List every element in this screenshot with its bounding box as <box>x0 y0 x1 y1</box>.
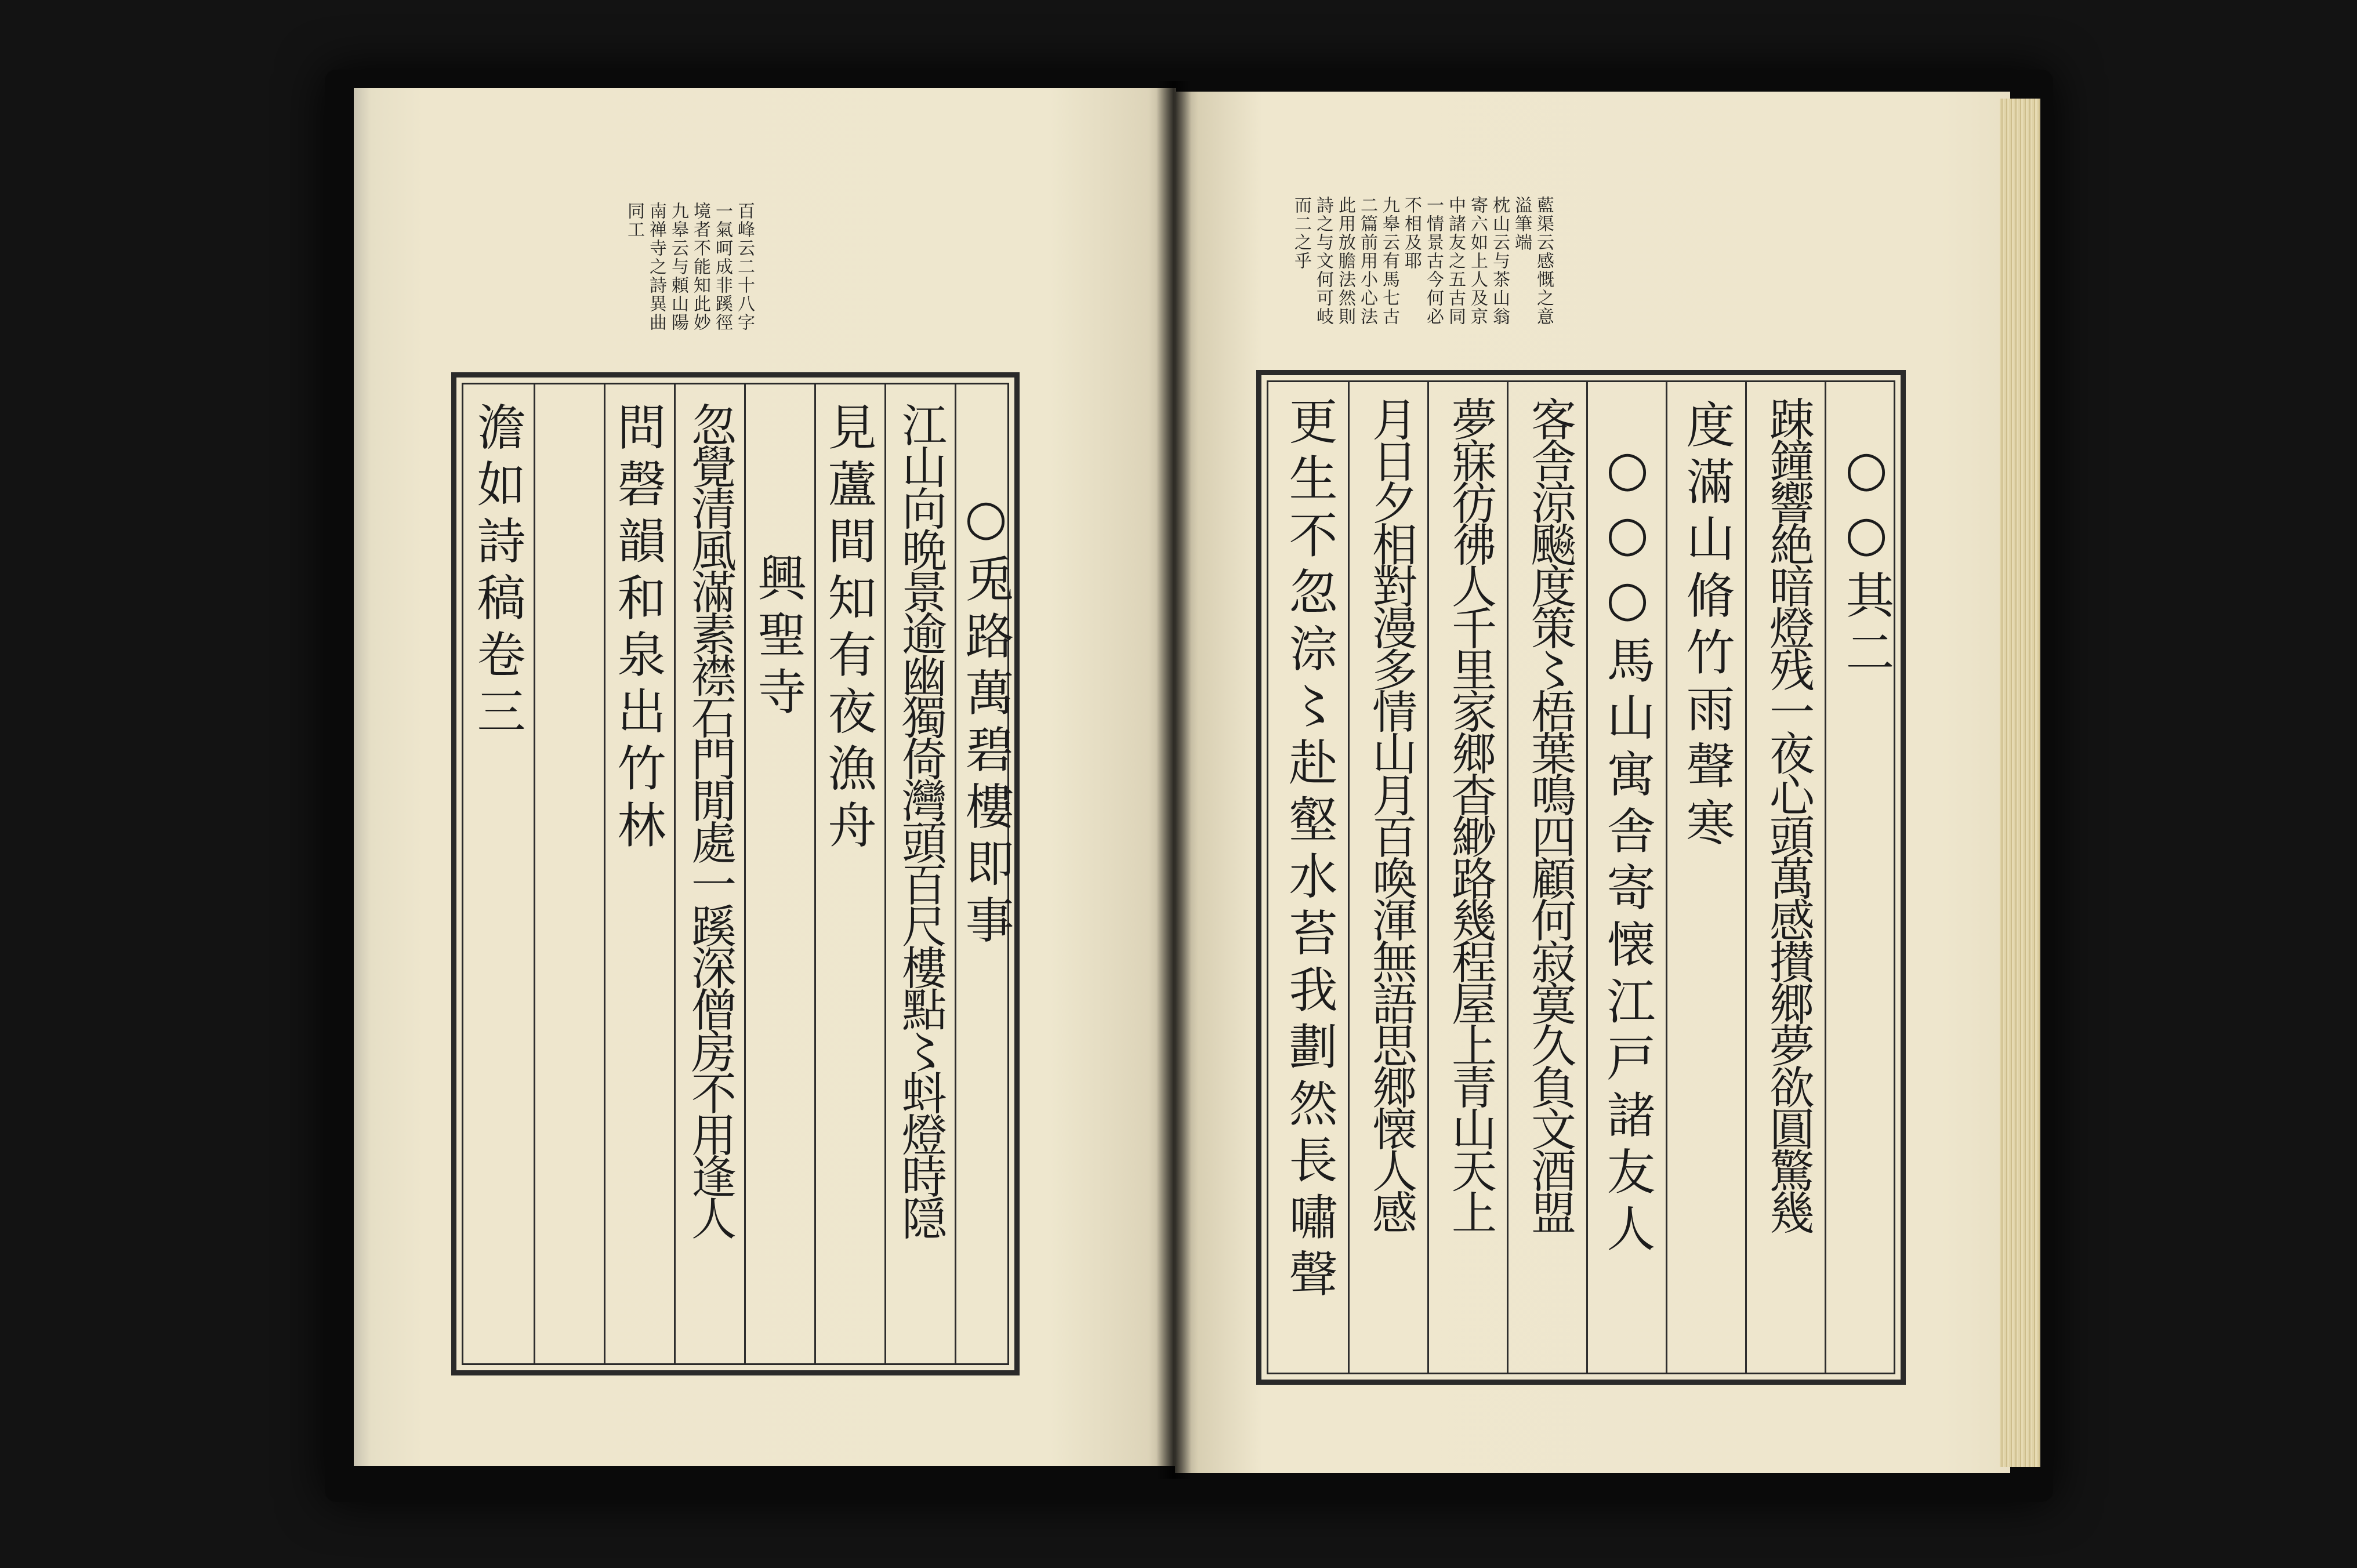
right-col-2: 踈鐘響絶暗燈残一夜心頭萬感攅郷夢欲圓驚幾 <box>1762 396 1814 1231</box>
right-note-8: 九皋云有馬七古 <box>1379 196 1399 326</box>
left-col-3: 見蘆間知有夜漁舟 <box>820 402 877 856</box>
book-gutter <box>1156 81 1191 1479</box>
right-note-5: 中諸友之五古同 <box>1445 196 1466 326</box>
right-col-4: ○○○馬山寓舎寄懐江戸諸友人 <box>1599 440 1656 1260</box>
left-inner-border <box>462 383 1014 1365</box>
left-page <box>354 88 1176 1466</box>
left-col-1: ○兎路萬碧樓即事 <box>958 489 1014 952</box>
right-note-6: 一情景古今何必 <box>1423 196 1444 326</box>
left-note-3: 境者不能知此妙 <box>690 202 710 332</box>
left-col-title: 澹如詩稿卷三 <box>469 402 526 743</box>
left-note-1: 百峰云二十八字 <box>734 202 755 332</box>
left-col-2: 江山向晩景逾幽獨倚灣頭百尺樓點〻蚪燈時隠 <box>894 402 947 1237</box>
left-margin-notes <box>590 202 753 335</box>
right-note-1: 藍渠云感慨之意 <box>1533 196 1554 326</box>
right-note-4: 寄六如上人及京 <box>1467 196 1488 326</box>
left-col-4: 興聖寺 <box>750 553 807 723</box>
right-col-5: 客舎涼飈度策〻梧葉鳴四顧何寂寞久負文酒盟 <box>1524 396 1576 1231</box>
right-col-7: 月日夕相對漫多情山月百喚渾無語思郷懐人感 <box>1365 396 1417 1231</box>
left-text-frame <box>451 372 1020 1375</box>
right-page <box>1175 92 2010 1473</box>
right-note-3: 枕山云与茶山翁 <box>1489 196 1510 326</box>
left-note-6: 同工 <box>624 202 644 239</box>
right-col-3: 度滿山脩竹雨聲寒 <box>1678 400 1735 854</box>
right-note-2: 溢筆端 <box>1511 196 1532 252</box>
left-note-2: 一氣呵成非蹊徑 <box>712 202 733 332</box>
right-col-1: ○○其二 <box>1838 440 1895 684</box>
right-inner-border <box>1267 380 1895 1374</box>
right-col-8: 更生不忽淙〻赴壑水苔我劃然長嘯聲 <box>1281 396 1338 1305</box>
right-note-7: 不相及耶 <box>1401 196 1422 270</box>
page-edge-stack <box>2000 99 2040 1467</box>
right-note-10: 此用放膽法然則 <box>1335 196 1355 326</box>
right-note-11: 詩之与文何可岐 <box>1313 196 1333 326</box>
left-col-6: 問磬韻和泉出竹林 <box>610 402 666 856</box>
right-note-9: 二篇前用小心法 <box>1357 196 1377 326</box>
left-note-4: 九皋云与頼山陽 <box>668 202 688 332</box>
right-note-12: 而二之乎 <box>1291 196 1311 270</box>
left-col-5: 忽覺清風滿素襟石門閒處一蹊深僧房不用逢人 <box>684 402 736 1237</box>
right-margin-notes <box>1250 196 1552 370</box>
right-col-6: 夢寐彷彿人千里家郷杳緲路幾程屋上青山天上 <box>1444 396 1496 1231</box>
right-text-frame <box>1256 370 1906 1385</box>
left-note-5: 南禅寺之詩異曲 <box>646 202 666 332</box>
